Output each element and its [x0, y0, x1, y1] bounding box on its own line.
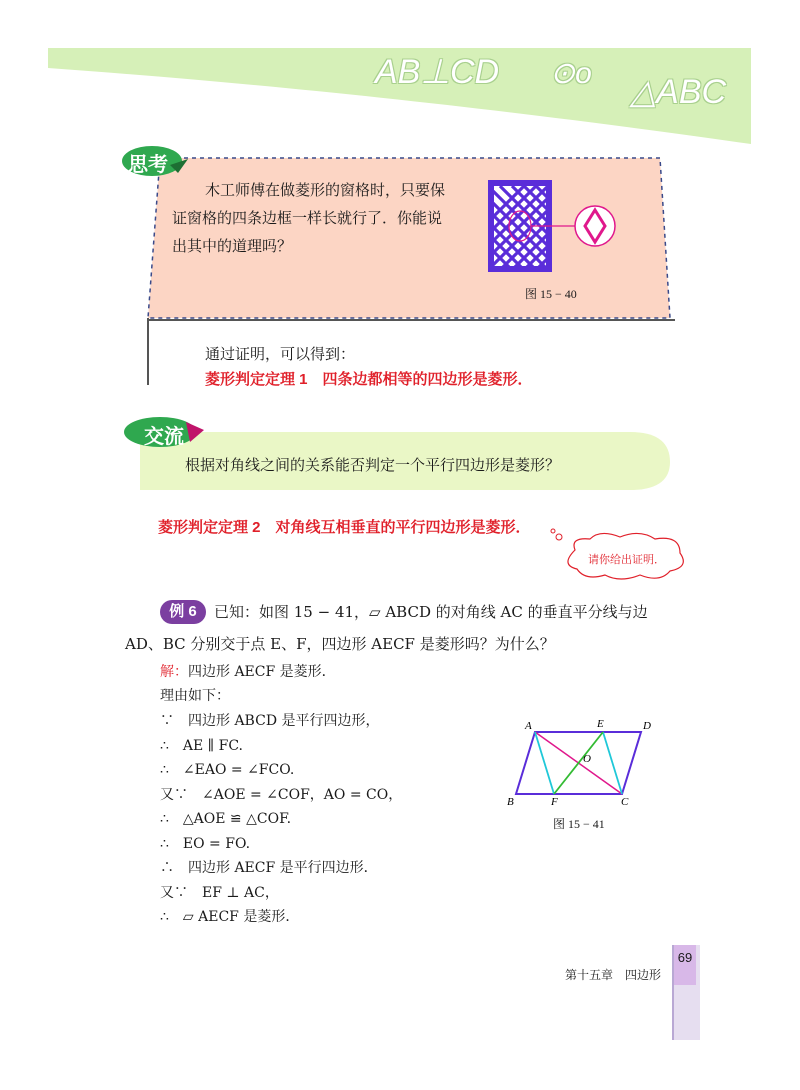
example-line-1: 已知：如图 15 − 41，▱ ABCD 的对角线 AC 的垂直平分线与边 — [214, 603, 648, 621]
proof-step: 又∵ EF ⊥ AC， — [160, 884, 279, 901]
figure-15-40-caption: 图 15 − 40 — [525, 287, 577, 301]
header-deco-triangle: △ABC — [630, 73, 727, 111]
header-deco-circle: ⊙o — [550, 57, 592, 90]
proof-step: ∴ ∠EAO = ∠FCO. — [160, 762, 295, 778]
proof-step: ∴ 四边形 AECF 是平行四边形． — [160, 860, 378, 876]
example-line-2: AD、BC 分别交于点 E、F，四边形 AECF 是菱形吗？为什么？ — [125, 635, 555, 653]
proof-step: ∴ AE ∥ FC. — [160, 737, 243, 754]
header-deco-perpendicular: AB⊥CD — [375, 53, 500, 91]
proof-step: ∵ 四边形 ABCD 是平行四边形， — [160, 713, 380, 729]
point-label-d: D — [643, 720, 651, 732]
exchange-question: 根据对角线之间的关系能否判定一个平行四边形是菱形？ — [185, 456, 561, 474]
think-line-1: 木工师傅在做菱形的窗格时，只要保 — [205, 181, 446, 199]
point-label-c: C — [621, 796, 629, 808]
proof-step: ∴ △AOE ≌ △COF. — [160, 811, 292, 827]
proof-step: 又∵ ∠AOE = ∠COF，AO = CO， — [160, 786, 403, 803]
page-number: 69 — [674, 945, 696, 985]
point-label-b: B — [507, 796, 514, 808]
chapter-title: 第十五章 四边形 — [565, 968, 662, 982]
cloud-note: 请你给出证明． — [588, 554, 665, 566]
lattice-window-figure — [488, 180, 618, 275]
reason-line: 理由如下： — [160, 688, 230, 704]
figure-15-41-caption: 图 15 − 41 — [553, 817, 605, 831]
theorem-2: 菱形判定定理 2 对角线互相垂直的平行四边形是菱形． — [158, 519, 531, 536]
point-label-a: A — [525, 720, 532, 732]
proof-step: ∴ ▱ AECF 是菱形． — [160, 909, 300, 925]
proof-step: ∴ EO = FO. — [160, 835, 251, 852]
think-line-3: 出其中的道理吗？ — [172, 237, 293, 255]
theorem-1: 菱形判定定理 1 四条边都相等的四边形是菱形． — [205, 371, 533, 388]
think-badge: 思考 — [128, 154, 168, 176]
figure-15-41 — [505, 715, 665, 815]
solution-line — [160, 659, 336, 684]
proof-steps — [160, 709, 402, 930]
think-line-2: 证窗格的四条边框一样长就行了．你能说 — [172, 209, 443, 227]
solution-text: 四边形 AECF 是菱形． — [188, 664, 336, 680]
point-label-o: O — [583, 753, 591, 765]
point-label-f: F — [551, 796, 558, 808]
solution-label: 解： — [160, 663, 188, 679]
proof-intro-line: 通过证明，可以得到： — [205, 345, 356, 363]
exchange-badge: 交流 — [144, 426, 184, 448]
example-6-badge: 例 6 — [160, 600, 206, 624]
point-label-e: E — [597, 718, 604, 730]
